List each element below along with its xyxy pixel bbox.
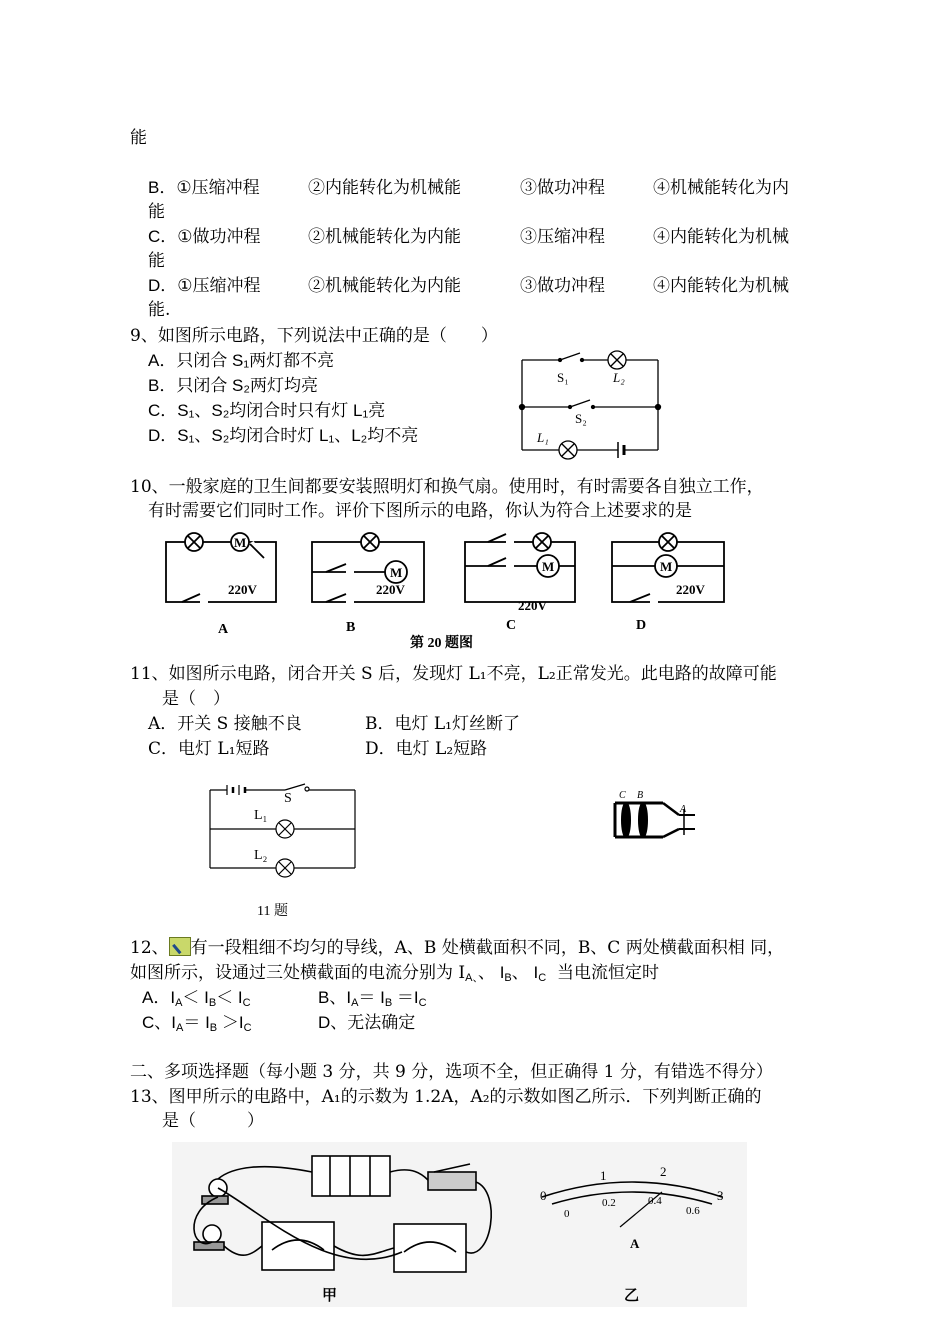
q10-figure-caption: 第 20 题图	[410, 636, 473, 651]
q10-stem-line1: 10、一般家庭的卫生间都要安装照明灯和换气扇。使用时，有时需要各自独立工作，	[130, 477, 764, 497]
q10-circuit-figures	[160, 530, 730, 655]
q12-option-a-text: A．I	[142, 988, 176, 1007]
q12-wire-diagram	[605, 785, 705, 855]
q12-stem-line2: 如图所示，设通过三处横截面的电流分别为 $I_{A、}$、 $I_B$、 $I_C$ 当电流恒定时	[130, 963, 659, 984]
q13-scale-bottom-3: 0.6	[686, 1205, 700, 1217]
q9-option-d: D．S₁、S₂均闭合时灯 L₁、L₂均不亮	[148, 426, 419, 445]
q10-label-b: B	[346, 620, 356, 635]
q12-option-c: C、$I_A= I_B >I_C$	[142, 1013, 252, 1034]
q12-stem-text2: 如图所示，设通过三处横截面的电流分别为 I	[130, 963, 466, 983]
q8-c-part1: C．①做功冲程	[148, 227, 261, 246]
q11-fig-caption: 11 题	[257, 904, 288, 919]
q11-option-c: C．电灯 L₁短路	[148, 739, 270, 759]
pencil-icon	[169, 937, 191, 956]
q9-label-s1: S₁	[557, 370, 569, 385]
q10-d-motor: M	[660, 559, 673, 574]
q12-option-d: D、无法确定	[318, 1013, 416, 1032]
q8-d-part2: ②机械能转化为内能	[308, 276, 461, 296]
q11-option-b: B．电灯 L₁灯丝断了	[365, 714, 521, 734]
q13-scale-bottom-1: 0.2	[602, 1197, 616, 1209]
q8-b-part4: ④机械能转化为内	[653, 178, 789, 198]
q13-figure	[172, 1142, 747, 1307]
q9-label-l1: L₁	[537, 430, 549, 445]
q10-c-motor: M	[542, 559, 555, 574]
q10-a-motor: M	[234, 535, 247, 550]
q13-scale-top-3: 3	[717, 1188, 724, 1203]
q12-option-b: B、$I_A= I_B =I_C$	[318, 988, 427, 1009]
q10-a-voltage: 220V	[228, 582, 257, 597]
q8-tail-text: 能	[130, 128, 147, 148]
q10-stem-line2: 有时需要它们同时工作。评价下图所示的电路，你认为符合上述要求的是	[148, 501, 692, 521]
q11-circuit-diagram	[205, 775, 365, 925]
q8-c-part2: ②机械能转化为内能	[308, 227, 461, 247]
q12-stem-line1: 12、 有一段粗细不均匀的导线，A、B 处横截面积不同，B、C 两处横截面积相 同，	[130, 938, 785, 958]
q10-label-c: C	[506, 618, 517, 633]
q12-option-c-text: C、I	[142, 1013, 176, 1032]
q12-option-b-text: B、I	[318, 988, 352, 1007]
q8-c-part5: 能	[148, 251, 165, 271]
q8-b-part1: B．①压缩冲程	[148, 178, 260, 197]
q10-b-voltage: 220V	[376, 582, 405, 597]
q12-label-c: C	[619, 790, 626, 801]
q10-label-d: D	[636, 618, 647, 633]
q11-stem-line1: 11、如图所示电路，闭合开关 S 后，发现灯 L₁不亮，L₂正常发光。此电路的故障可能	[130, 664, 777, 684]
q9-label-l2: L₂	[613, 370, 625, 385]
q13-stem-line1: 13、图甲所示的电路中，A₁的示数为 1.2A，A₂的示数如图乙所示．下列判断正确的	[130, 1087, 762, 1107]
q12-label-b: B	[637, 790, 644, 801]
q10-b-motor: M	[390, 565, 403, 580]
q8-d-part1: D．①压缩冲程	[148, 276, 261, 295]
q13-stem-line2: 是（ ）	[162, 1111, 264, 1131]
q8-b-part2: ②内能转化为机械能	[308, 178, 461, 198]
q13-scale-bottom-0: 0	[564, 1208, 570, 1220]
q13-scale-top-0: 0	[540, 1188, 547, 1203]
q8-d-part5: 能.	[148, 300, 171, 320]
q12-label-a: A	[680, 804, 687, 815]
q12-stem-text1: 有一段粗细不均匀的导线，A、B 处横截面积不同，B、C 两处横截面积相 同，	[190, 938, 785, 958]
q11-label-l1: L₁	[254, 808, 268, 823]
q13-meter-unit: A	[630, 1236, 640, 1251]
q13-label-jia: 甲	[322, 1288, 338, 1304]
q12-option-a: A．$I_A< I_B< I_C$	[142, 988, 251, 1009]
q9-option-a: A．只闭合 S₁两灯都不亮	[148, 351, 335, 370]
q10-c-voltage: 220V	[518, 598, 547, 613]
q8-d-part3: ③做功冲程	[520, 276, 605, 296]
q10-d-voltage: 220V	[676, 582, 705, 597]
q11-label-l2: L₂	[254, 848, 268, 863]
q13-scale-bottom-2: 0.4	[648, 1195, 662, 1207]
q8-b-part5: 能	[148, 202, 165, 222]
q9-circuit-diagram	[515, 350, 665, 465]
q13-label-yi: 乙	[624, 1288, 640, 1304]
q11-option-d: D．电灯 L₂短路	[365, 739, 488, 759]
q9-option-c: C．S₁、S₂均闭合时只有灯 L₁亮	[148, 401, 386, 420]
q10-label-a: A	[218, 622, 229, 637]
q8-c-part4: ④内能转化为机械	[653, 227, 789, 247]
q9-stem: 9、如图所示电路，下列说法中正确的是（ ）	[130, 326, 498, 346]
q11-option-a: A．开关 S 接触不良	[148, 714, 302, 734]
q13-scale-top-2: 2	[660, 1164, 667, 1179]
q13-scale-top-1: 1	[600, 1168, 607, 1183]
q9-option-b: B．只闭合 S₂两灯均亮	[148, 376, 318, 395]
q8-c-part3: ③压缩冲程	[520, 227, 605, 247]
q11-label-s: S	[284, 791, 292, 806]
q9-label-s2: S₂	[575, 411, 587, 426]
section-2-heading: 二、多项选择题（每小题 3 分，共 9 分，选项不全，但正确得 1 分，有错选不得分）	[130, 1062, 773, 1082]
q11-stem-line2: 是（ ）	[162, 689, 230, 709]
q8-b-part3: ③做功冲程	[520, 178, 605, 198]
q8-d-part4: ④内能转化为机械	[653, 276, 789, 296]
